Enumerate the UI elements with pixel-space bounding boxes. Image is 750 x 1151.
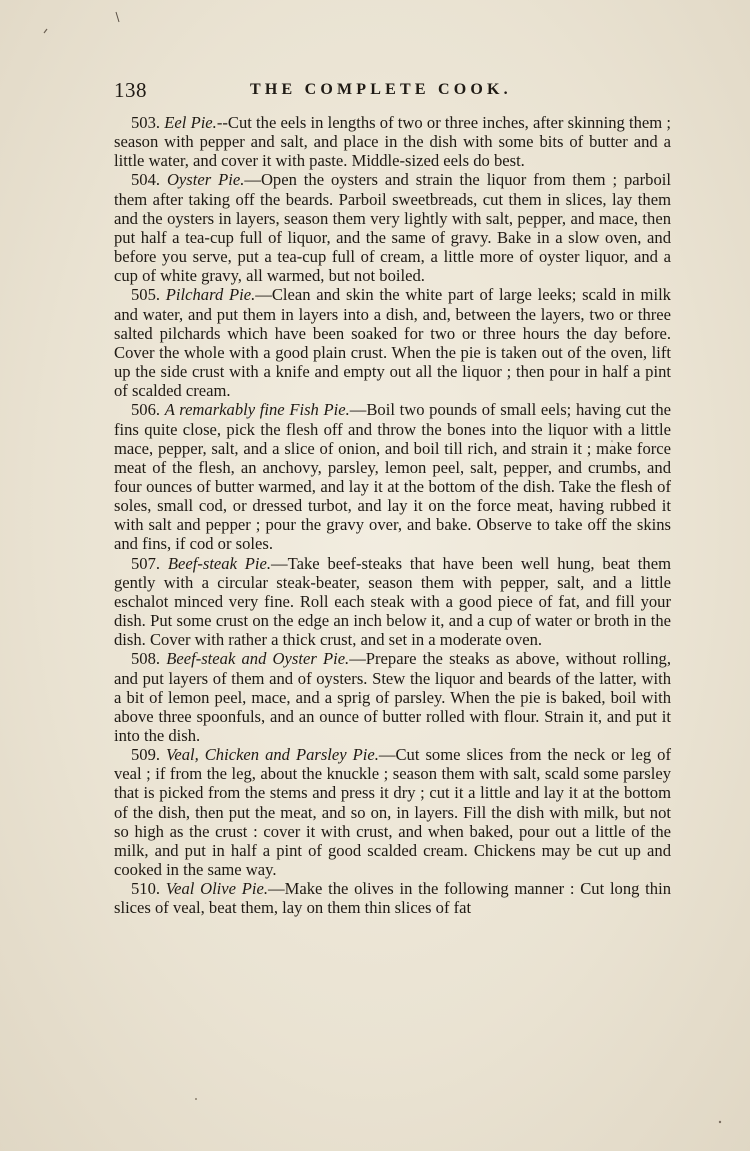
recipe-title: Veal, Chicken and Parsley Pie. bbox=[166, 745, 379, 765]
recipe-508 bbox=[114, 649, 671, 745]
recipe-number: 505. bbox=[131, 285, 161, 305]
recipe-text-block bbox=[114, 113, 671, 918]
recipe-body: —Take beef-steaks that have been well hung, beat them gently with a circular steak-beater, season them with pepper, salt, and a little eschalot minced very fine. Roll each steak with a good piece of fat, and fill your dish. Put some crust on the edge an inch below it, and a cup of water or broth in the dish. Cover with rather a thick crust, and set in a moderate oven. bbox=[114, 553, 671, 650]
recipe-507 bbox=[114, 554, 671, 650]
recipe-body: —Clean and skin the white part of large leeks; scald in milk and water, and put them in layers into a dish, and, between the layers, two or three salted pilchards which have been soaked for two or three hours the day before. Cover the whole with a good plain crust. When the pie is taken out of the oven, lift up the side crust with a knife and empty out all the liquor ; then pour in half a pint of scalded cream. bbox=[114, 285, 671, 401]
recipe-body: —Open the oysters and strain the liquor from them ; parboil them after taking off the beards. Parboil sweetbreads, cut them in slices, lay them and the oysters in layers, season them very lightly with salt, pepper, and mace, then put half a tea-cup full of liquor, and the same of gravy. Bake in a slow oven, and before you serve, put a tea-cup full of cream, a little more of oyster liquor, and a cup of white gravy, all warmed, but not boiled. bbox=[114, 170, 671, 286]
recipe-510 bbox=[114, 879, 671, 917]
recipe-number: 507. bbox=[131, 553, 161, 573]
running-head: THE COMPLETE COOK. bbox=[250, 81, 512, 98]
recipe-number: 510. bbox=[131, 879, 161, 899]
recipe-title: Pilchard Pie. bbox=[165, 285, 256, 305]
recipe-506 bbox=[114, 400, 671, 553]
recipe-number: 509. bbox=[131, 745, 161, 765]
page-header bbox=[114, 78, 670, 104]
recipe-body: —Make the olives in the following manner : Cut long thin slices of veal, beat them, lay on them thin slices of fat bbox=[114, 879, 671, 918]
recipe-title: Beef-steak Pie. bbox=[167, 553, 272, 573]
recipe-505 bbox=[114, 285, 671, 400]
recipe-body: —Cut some slices from the neck or leg of veal ; if from the leg, about the knuckle ; season them with salt, scald some parsley that is picked from the stems and press it dry ; cut it a little and lay it at the bottom of the dish, then put the meat, and so on, in layers. Fill the dish with milk, but not so high as the crust : cover it with crust, and when baked, pour out a little of the milk, and put in half a pint of good scalded cream. Chickens may be cut up and cooked in the same way. bbox=[114, 745, 671, 880]
recipe-body: --Cut the eels in lengths of two or three inches, after skinning them ; season with pepper and salt, and place in the dish with some bits of butter and a little water, and cover it with paste. Middle-sized eels do best. bbox=[114, 113, 671, 171]
recipe-title: Veal Olive Pie. bbox=[165, 879, 269, 899]
recipe-title: Beef-steak and Oyster Pie. bbox=[166, 649, 350, 669]
recipe-body: —Prepare the steaks as above, without rolling, and put layers of them and of oysters. Stew the liquor and beards of the latter, with a bit of lemon peel, mace, and a sprig of parsley. When the pie is baked, boil with above three spoonfuls, and an ounce of butter rolled with flour. Strain it, and put it into the dish. bbox=[114, 649, 671, 745]
recipe-number: 508. bbox=[131, 649, 161, 669]
recipe-503 bbox=[114, 113, 671, 170]
recipe-body: —Boil two pounds of small eels; having cut the fins quite close, pick the flesh off and throw the bones into the liquor with a little mace, pepper, salt, and a slice of onion, and boil till rich, and strain it ; make force meat of the flesh, an anchovy, parsley, lemon peel, salt, pepper, and crumbs, and four ounces of butter warmed, and lay it at the bottom of the dish. Take the flesh of soles, small cod, or dressed turbot, and lay it on the force meat, having rubbed it with salt and pepper ; pour the gravy over, and bake. Observe to take off the skins and fins, if cod or soles. bbox=[114, 400, 671, 554]
recipe-number: 503. bbox=[131, 113, 161, 132]
recipe-504 bbox=[114, 170, 671, 285]
recipe-title: A remarkably fine Fish Pie. bbox=[164, 400, 350, 420]
recipe-title: Oyster Pie. bbox=[166, 170, 245, 190]
recipe-509 bbox=[114, 745, 671, 879]
recipe-number: 506. bbox=[131, 400, 161, 420]
recipe-number: 504. bbox=[131, 170, 161, 190]
recipe-title: Eel Pie. bbox=[164, 113, 217, 132]
page-number: 138 bbox=[114, 78, 147, 102]
